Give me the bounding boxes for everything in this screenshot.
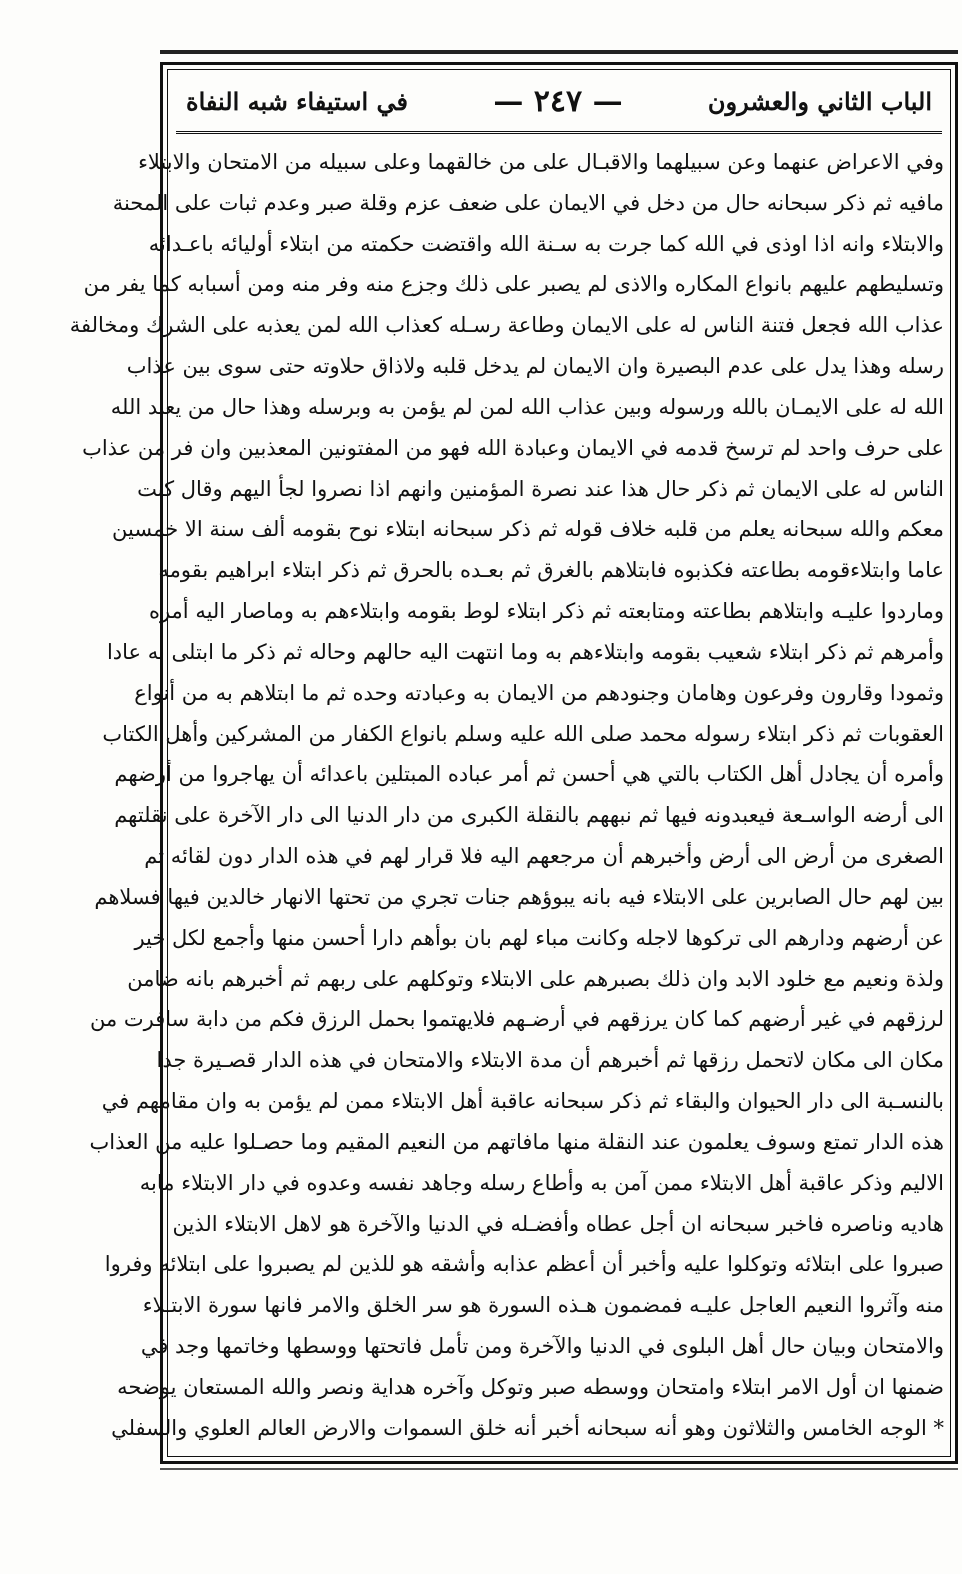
text-line: الناس له على الايمان ثم ذكر حال هذا عند نصرة المؤمنين وانهم اذا نصروا لجأ اليهم وقال كنت — [137, 476, 944, 501]
text-line: عاما وابتلاءقومه بطاعته فكذبوه فابتلاهم بالغرق ثم بعـده بالحرق ثم ذكر ابتلاء ابراهيم بقومه — [158, 558, 944, 583]
text-line: وأمرهم ثم ذكر ابتلاء شعيب بقومه وابتلاءهم به وما انتهت اليه حالهم وحاله ثم ذكر ما ابتلى به عادا — [106, 639, 944, 664]
chapter-title: الباب الثاني والعشرون — [707, 87, 932, 116]
text-line: الله له على الايمـان بالله ورسوله وبين عذاب الله لمن لم يؤمن به وبرسله وهذا حال من يعبد الله — [110, 394, 944, 419]
body-text — [69, 142, 944, 1448]
text-line: مافيه ثم ذكر سبحانه حال من دخل في الايمان على ضعف عزم وقلة صبر وعدم ثبات على المحنة — [112, 190, 944, 215]
text-line: وماردوا عليـه وابتلاهم بطاعته ومتابعته ثم ذكر ابتلاء لوط بقومه وابتلاءهم به وماصار اليه أمره — [148, 599, 944, 624]
text-line: هاديه وناصره فاخبر سبحانه ان أجل عطاه وأفضـله في الدنيا والآخرة هو لاهل الابتلاء الذين — [172, 1211, 944, 1236]
text-line: صبروا على ابتلائه وتوكلوا عليه وأخبر أن أعظم عذابه وأشقه هو للذين لم يصبروا على ابتلائه وفروا — [104, 1252, 944, 1277]
text-line: وتسليطهم عليهم بانواع المكاره والاذى لم يصبر على ذلك وجزع منه وفر منه ومن أسبابه كما يفر من — [83, 272, 944, 297]
text-line: معكم والله سبحانه يعلم من قلبه خلاف قوله ثم ذكر سبحانه ابتلاء نوح بقومه ألف سنة الا خمسين — [112, 517, 944, 542]
top-rule — [160, 50, 958, 54]
running-head — [176, 72, 942, 134]
text-line: العقوبات ثم ذكر ابتلاء رسوله محمد صلى الله عليه وسلم بانواع الكفار من المشركين وأهل الكتاب — [102, 721, 944, 746]
text-line: رسله وهذا يدل على عدم البصيرة وان الايمان لم يدخل قلبه ولاذاق حلاوته حتى سوى بين عذاب — [126, 354, 944, 379]
text-line: على حرف واحد لم ترسخ قدمه في الايمان وعبادة الله فهو من المفتونين المعذبين وان فر من عذاب — [82, 435, 944, 460]
text-line: والامتحان وبيان حال أهل البلوى في الدنيا والآخرة ومن تأمل فاتحتها ووسطها وخاتمها وجد في — [140, 1334, 944, 1359]
text-line: وثمودا وقارون وفرعون وهامان وجنودهم من الايمان به وعبادته وحده ثم ما ابتلاهم به من أنواع — [134, 680, 944, 705]
text-line: ضمنها ان أول الامر ابتلاء وامتحان ووسطه صبر وتوكل وآخره هداية ونصر والله المستعان يوضحه — [117, 1374, 944, 1399]
text-line: بين لهم حال الصابرين على الابتلاء فيه بانه يبوؤهم جنات تجري من تحتها الانهار خالدين فيها فسلاهم — [94, 884, 944, 909]
bottom-rule — [160, 1468, 958, 1470]
page-number: — ٢٤٧ — — [493, 84, 623, 119]
text-line: بالنسـبة الى دار الحيوان والبقاء ثم ذكر سبحانه عاقبة أهل الابتلاء ممن لم يؤمن به وان مقامهم في — [101, 1089, 944, 1114]
text-line: والابتلاء وانه اذا اوذى في الله كما جرت به سـنة الله واقتضت حكمته من ابتلاء أوليائه باعـدائه — [148, 231, 944, 256]
text-line: وفي الاعراض عنهما وعن سبيلهما والاقبـال على من خالقهما وعلى سبيله من الامتحان والابتلاء — [138, 150, 944, 174]
text-line: الصغرى من أرض الى أرض وأخبرهم أن مرجعهم اليه فلا قرار لهم في هذه الدار دون لقائه ثم — [144, 844, 944, 869]
text-line: مكان الى مكان لاتحمل رزقها ثم أخبرهم أن مدة الابتلاء والامتحان في هذه الدار قصـيرة جدا — [156, 1048, 944, 1073]
text-line: وأمره أن يجادل أهل الكتاب بالتي هي أحسن ثم أمر عباده المبتلين باعدائه أن يهاجروا من أرضهم — [114, 762, 944, 787]
text-line: منه وآثروا النعيم العاجل عليـه فمضمون هـذه السورة هو سر الخلق والامر فانها سورة الابتـلاء — [142, 1293, 944, 1318]
text-line: * الوجه الخامس والثلاثون وهو أنه سبحانه أخبر أنه خلق السموات والارض العالم العلوي والسفلي — [111, 1415, 944, 1440]
text-line: ولذة ونعيم مع خلود الابد وان ذلك بصبرهم على الابتلاء وتوكلهم على ربهم ثم أخبرهم بانه ضامن — [127, 966, 944, 991]
text-line: الى أرضه الواسـعة فيعبدونه فيها ثم نبههم بالنقلة الكبرى من دار الدنيا الى دار الآخرة على نقلتهم — [114, 803, 944, 828]
text-line: هذه الدار تمتع وسوف يعلمون عند النقلة منها مافاتهم من النعيم المقيم وما حصـلوا عليه من العذاب — [89, 1129, 944, 1154]
text-line: الاليم وذكر عاقبة أهل الابتلاء ممن آمن به وأطاع رسله وجاهد نفسه وعدوه في دار الابتلاء مابه — [139, 1170, 944, 1195]
text-line: عن أرضهم ودارهم الى تركوها لاجله وكانت مباء لهم بان بوأهم دارا أحسن منها وأجمع لكل خير — [134, 925, 944, 950]
text-line: لرزقهم في غير أرضهم كما كان يرزقهم في أرضـهم فلايهتموا بحمل الرزق فكم من دابة سافرت من — [89, 1007, 944, 1032]
text-line: عذاب الله فجعل فتنة الناس له على الايمان وطاعة رسـله كعذاب الله لمن يعذبه على الشرك ومخالفة — [69, 313, 944, 338]
section-title: في استيفاء شبه النفاة — [186, 87, 409, 116]
